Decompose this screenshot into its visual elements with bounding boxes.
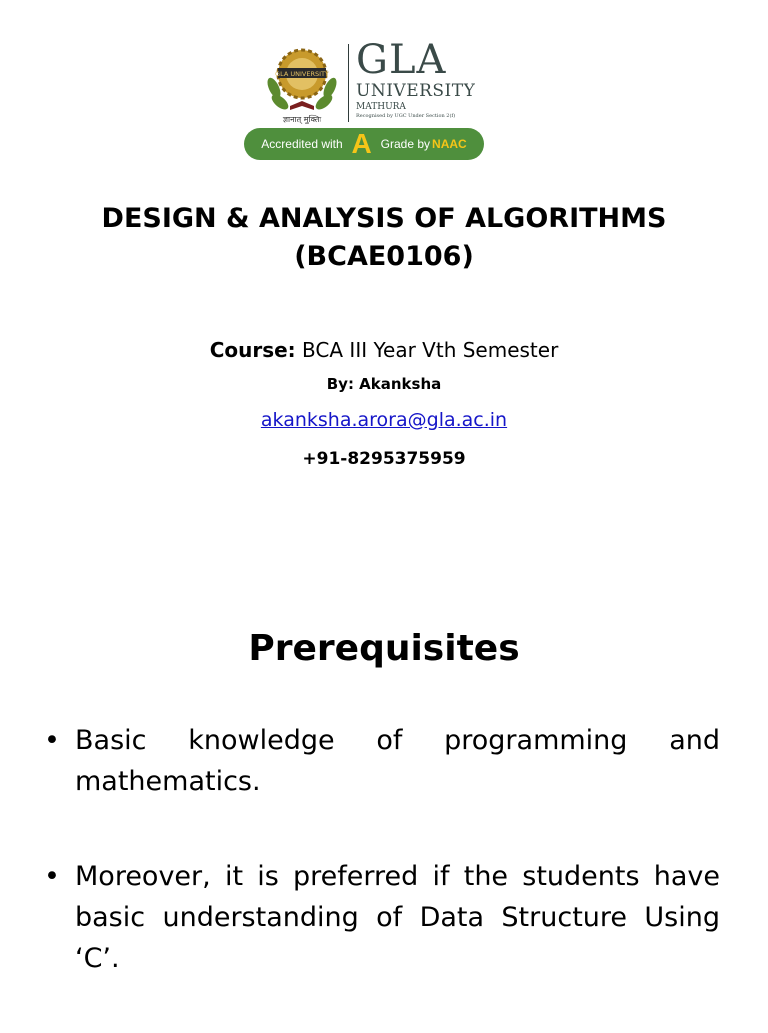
- email-line: [0, 406, 768, 434]
- bullet-text: Basic knowledge of programming and mathematics.: [75, 725, 720, 797]
- course-label: Course:: [209, 338, 296, 362]
- badge-middle: Grade by: [380, 137, 431, 151]
- bullet-icon: •: [44, 725, 60, 756]
- list-item: [44, 720, 720, 802]
- badge-org: NAAC: [432, 137, 467, 151]
- email-link[interactable]: akanksha.arora@gla.ac.in: [260, 409, 508, 431]
- badge-prefix: Accredited with: [261, 137, 343, 151]
- title-slide: [0, 0, 768, 512]
- author-line: By: Akanksha: [326, 375, 442, 393]
- wordmark-recognition: Recognised by UGC Under Section 2(f): [356, 113, 456, 119]
- university-seal-icon: [260, 40, 344, 124]
- bullet-list: [44, 720, 720, 1033]
- motto-text: ज्ञानात् मुक्तिः: [282, 115, 322, 124]
- badge-grade: A: [351, 128, 372, 159]
- bullet-text: Moreover, it is preferred if the students have basic understanding of Data Structure Using ‘C’.: [75, 861, 720, 974]
- university-wordmark: [356, 38, 475, 120]
- slide-heading: Prerequisites: [248, 628, 520, 669]
- wordmark-city: MATHURA: [356, 102, 406, 112]
- course-value: BCA III Year Vth Semester: [295, 338, 559, 362]
- wordmark-name: GLA: [356, 37, 447, 83]
- phone-number: +91-8295375959: [302, 449, 466, 469]
- course-title-line1: DESIGN & ANALYSIS OF ALGORITHMS: [101, 203, 667, 234]
- logo-divider: [348, 44, 349, 122]
- course-info: [0, 336, 768, 364]
- university-logo: [244, 36, 486, 164]
- accreditation-badge: [244, 128, 484, 160]
- list-item: [44, 856, 720, 979]
- bullet-icon: •: [44, 861, 60, 892]
- prerequisites-slide: [0, 512, 768, 1024]
- wordmark-subname: UNIVERSITY: [356, 81, 476, 101]
- seal-text: GLA UNIVERSITY: [275, 70, 329, 78]
- course-title-line2: (BCAE0106): [294, 241, 474, 272]
- course-title: [0, 200, 768, 276]
